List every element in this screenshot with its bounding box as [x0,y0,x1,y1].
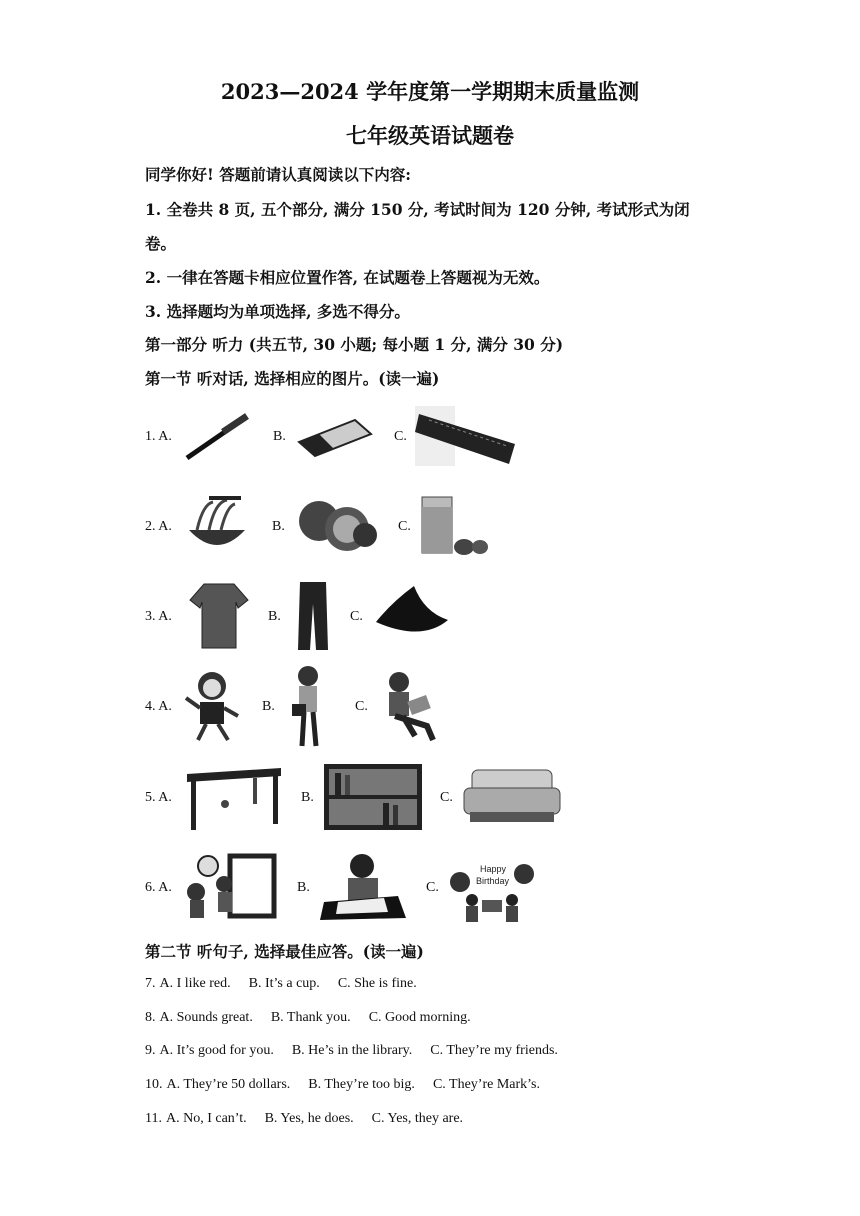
q4-option-b-label: B. [262,699,275,714]
q8-option-b: B. Thank you. [270,1010,351,1025]
q9-option-a: A. It’s good for you. [159,1043,274,1058]
q10-option-a: A. They’re 50 dollars. [166,1077,291,1092]
kids-soccer-icon [180,852,278,922]
q1-option-a-label: 1. A. [145,429,172,444]
q11-option-a: A. No, I can’t. [165,1111,247,1126]
q6-option-c-label: C. [426,880,439,895]
sofa-icon [462,766,562,828]
q10-option-c: C. They’re Mark’s. [432,1077,540,1092]
q8-option-c: C. Good morning. [368,1010,471,1025]
table-icon [183,764,285,832]
boy-writing-icon [318,850,408,922]
woman-shopping-icon [288,664,328,748]
bookcase-icon [323,763,423,831]
question-8 [145,1010,489,1026]
q11-option-b: B. Yes, he does. [264,1111,354,1126]
q8-option-a: A. Sounds great. [159,1010,253,1025]
q6-option-a-label: 6. A. [145,880,172,895]
q5-option-b-label: B. [301,790,314,805]
question-7 [145,976,435,992]
q2-option-c-label: C. [398,519,411,534]
ruler-icon [415,402,519,470]
milk-eggs-icon [418,493,488,559]
exam-title: 2023—2024 学年度第一学期期末质量监测 [220,79,640,104]
part1-heading: 第一部分 听力 (共五节, 30 小题; 每小题 1 分, 满分 30 分) [145,335,564,354]
svg-text:Happy: Happy [480,864,507,874]
q4-option-c-label: C. [355,699,368,714]
q6-option-b-label: B. [297,880,310,895]
section2-heading: 第二节 听句子, 选择最佳应答。(读一遍) [145,942,424,961]
q3-option-b-label: B. [268,609,281,624]
q7-option-b: B. It’s a cup. [248,976,320,991]
q3-option-c-label: C. [350,609,363,624]
q11-number: 11. [145,1111,162,1126]
girl-playing-icon [182,668,242,742]
q10-option-b: B. They’re too big. [308,1077,415,1092]
q11-option-c: C. Yes, they are. [371,1111,464,1126]
q2-option-a-label: 2. A. [145,519,172,534]
q5-option-a-label: 5. A. [145,790,172,805]
noodles-icon [183,494,251,560]
instruction-3: 3. 选择题均为单项选择, 多选不得分。 [145,302,410,321]
q8-number: 8. [145,1010,156,1025]
instructions-greeting: 同学你好! 答题前请认真阅读以下内容: [145,165,411,184]
question-10 [145,1077,558,1093]
instruction-2: 2. 一律在答题卡相应位置作答, 在试题卷上答题视为无效。 [145,268,550,287]
q7-number: 7. [145,976,156,991]
q7-option-c: C. She is fine. [337,976,417,991]
trousers-icon [296,580,330,652]
q3-option-a-label: 3. A. [145,609,172,624]
q4-option-a-label: 4. A. [145,699,172,714]
tshirt-icon [188,582,250,652]
q1-option-c-label: C. [394,429,407,444]
exam-subtitle: 七年级英语试题卷 [346,123,514,148]
q1-option-b-label: B. [273,429,286,444]
svg-text:Birthday: Birthday [476,876,510,886]
q7-option-a: A. I like red. [159,976,231,991]
instruction-1-cont: 卷。 [145,234,177,253]
instruction-1: 1. 全卷共 8 页, 五个部分, 满分 150 分, 考试时间为 120 分钟, 考试形式为闭 [145,200,690,219]
hat-icon [372,582,452,644]
mooncake-icon [295,495,379,557]
q10-number: 10. [145,1077,163,1092]
q5-option-c-label: C. [440,790,453,805]
q9-option-b: B. He’s in the library. [291,1043,413,1058]
q2-option-b-label: B. [272,519,285,534]
section1-heading: 第一节 听对话, 选择相应的图片。(读一遍) [145,369,440,388]
eraser-icon [295,412,375,460]
question-9 [145,1043,576,1059]
pen-icon [183,410,253,462]
q9-number: 9. [145,1043,156,1058]
man-laptop-icon [375,670,437,742]
birthday-party-icon [446,850,540,924]
question-11 [145,1111,481,1127]
q9-option-c: C. They’re my friends. [430,1043,558,1058]
